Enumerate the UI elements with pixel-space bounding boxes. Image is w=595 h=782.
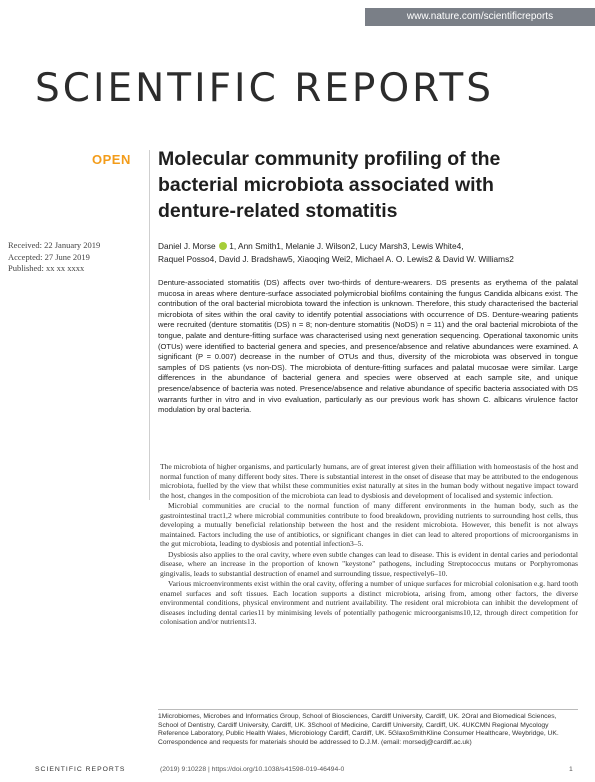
body-paragraph: The microbiota of higher organisms, and particularly humans, are of great interest given their affiliation with homeostasis of the host and normal function of many different body sites. There is substantial interest in the onset of disease that may be attributed to the endogenous microbiota, fuelled by the view that whilst these communities exist naturally at sites in the human body without negative impact toward the host, changes in the composition of the microbiota can lead to dysbiosis and development of localised and systemic infection. — [160, 462, 578, 500]
main-text — [160, 462, 578, 628]
divider-line — [149, 150, 150, 500]
affiliation-divider — [158, 709, 578, 710]
author-list — [158, 240, 578, 266]
article-title: Molecular community profiling of the bacterial microbiota associated with denture-related stomatitis — [158, 148, 501, 222]
abstract: Denture-associated stomatitis (DS) affects over two-thirds of denture-wearers. DS presents as erythema of the palatal mucosa in areas where denture-surface associated polymicrobial biofilms containing the fungus Candida albicans exist. The contribution of the oral bacterial microbiota toward the infection is unknown. Therefore, this study characterised the bacterial microbiota of sites within the oral cavity to identify potential associations with occurrence of DS. Denture-wearing patients were recruited (denture stomatitis (DS) n = 8; non-denture stomatitis (NoDS) n = 11) and the oral bacterial microbiota of the tongue, palate and denture-fitting surface was characterised using next generation sequencing. Operational taxonomic units (OTUs) were identified to bacterial genera and species, and presence/absence and relative abundances were examined. A significant (P = 0.007) decrease in the number of OTUs and thus, diversity of the microbiota was observed in tongue samples of DS patients (vs non-DS). The microbiota of denture-fitting surfaces and palatal mucosae were similar. Large differences in the abundance of bacterial genera and species were observed at each sample site, and unique presence/absence of bacteria was noted. Presence/absence and relative abundance of specific bacteria associated with DS warrants further in vitro and in vivo evaluation, particularly as our previous work has shown C. albicans virulence factor modulation by oral bacteria. — [158, 278, 578, 415]
journal-url[interactable]: www.nature.com/scientificreports — [365, 8, 595, 26]
body-paragraph: Dysbiosis also applies to the oral cavity, where even subtle changes can lead to disease. This is evident in dental caries and periodontal disease, where an increase in the proportion of known "keystone" pathogens, including Streptococcus mutans or Porphyromonas gingivalis, leads to substantial destruction of enamel and surrounding tissue, respectively6–10. — [160, 549, 578, 578]
top-bar — [0, 0, 595, 33]
accepted-date: Accepted: 27 June 2019 — [8, 251, 90, 262]
author-line2: Raquel Posso4, David J. Bradshaw5, Xiaoqing Wei2, Michael A. O. Lewis2 & David W. Williams2 — [158, 254, 514, 264]
orcid-icon[interactable] — [219, 242, 227, 250]
body-paragraph: Microbial communities are crucial to the normal function of many different environments in the human body, such as the gastrointestinal tract1,2 where microbial communities contribute to food breakdown, providing nutrients to surrounding host cells, thus developing a mutually beneficial relationship between the host and the resident microbiota. However, this benefit is not always maintained. Factors including the use of antibiotics, or significant changes in diet can lead to altered proportions of microorganisms in the gut microbiota, leading to dysbiosis and potential infection3–5. — [160, 501, 578, 548]
open-access-label: OPEN — [92, 152, 131, 167]
page-footer — [0, 762, 595, 782]
affiliations: 1Microbiomes, Microbes and Informatics Group, School of Biosciences, Cardiff University, Cardiff, UK. 2Oral and Biomedical Sciences, School of Dentistry, Cardiff University, Cardiff, UK. 3School of Medicine, Cardiff University, Cardiff, UK. 4UKCMN Regional Mycology Reference Laboratory, Public Health Wales, Microbiology Cardiff, Cardiff, UK. 5GlaxoSmithKline Consumer Healthcare, Weybridge, UK. Correspondence and requests for materials should be addressed to D.J.M. (email: morsedj@cardiff.ac.uk) — [158, 713, 559, 746]
page-number: 1 — [569, 766, 573, 773]
author-line1-rest: 1, Ann Smith1, Melanie J. Wilson2, Lucy Marsh3, Lewis White4, — [229, 241, 464, 251]
body-paragraph: Various microenvironments exist within the oral cavity, offering a number of unique surfaces for microbial colonisation e.g. hard tooth enamel surfaces and soft tissues. Each location supports a distinct microbiota, arising from, among other factors, the diverse environmental conditions, physical environment and nutrient availability. The resident oral microbiota can inhibit the development of diseases including dental caries11 by minimising levels of potentially pathogenic microorganisms10,12, through direct competition for colonisation and/or nutrients13. — [160, 579, 578, 626]
article-dates — [8, 240, 148, 275]
footer-journal: SCIENTIFIC REPORTS — [35, 766, 126, 773]
received-date: Received: 22 January 2019 — [8, 240, 101, 250]
journal-logo: SCIENTIFIC REPORTS — [35, 66, 494, 111]
published-date: Published: xx xx xxxx — [8, 263, 85, 273]
footer-citation[interactable]: (2019) 9:10228 | https://doi.org/10.1038/s41598-019-46494-0 — [160, 766, 345, 773]
author-first[interactable]: Daniel J. Morse — [158, 241, 216, 251]
